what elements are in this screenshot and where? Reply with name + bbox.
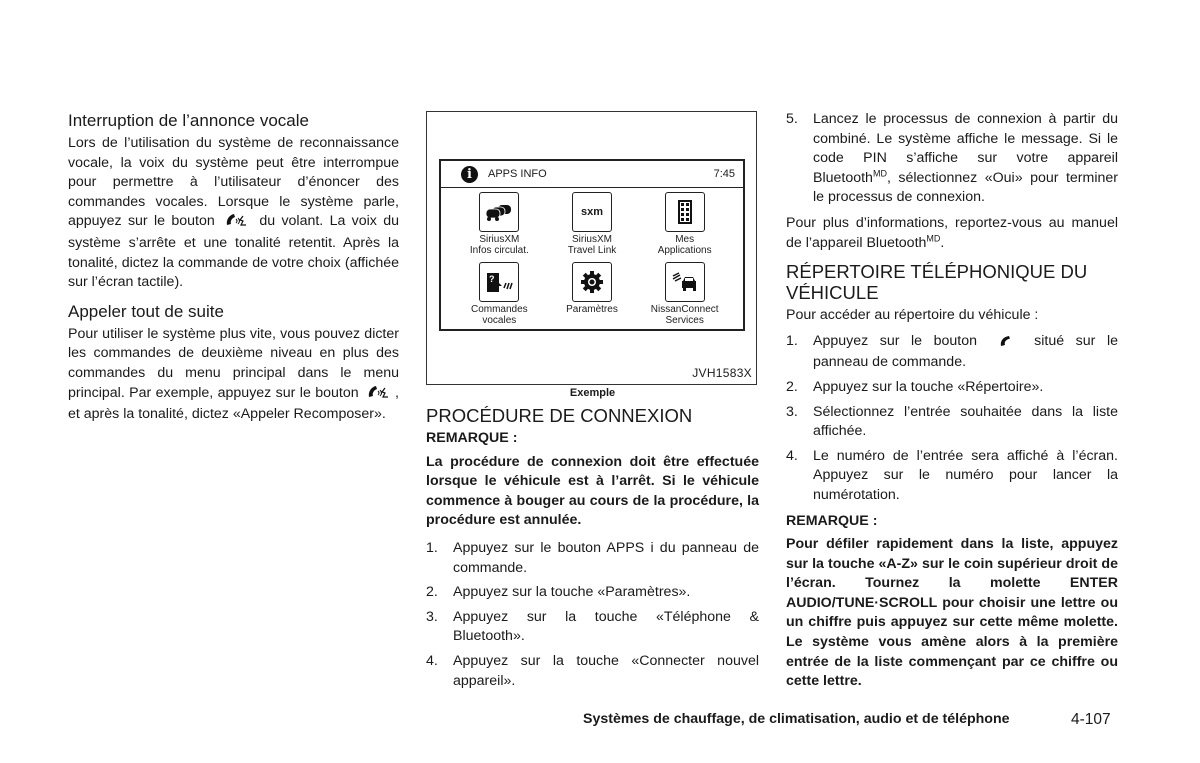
app-label: Commandes vocales xyxy=(470,304,528,326)
column-2 xyxy=(426,110,759,697)
voice-command-icon xyxy=(479,262,519,302)
list-item: 3. Appuyez sur la touche «Téléphone & Bluetooth». xyxy=(426,608,759,645)
phone-voice-icon xyxy=(367,385,391,406)
figure-caption: Exemple xyxy=(569,387,616,399)
apps-info-figure xyxy=(426,111,757,385)
remark-text: Pour défiler rapidement dans la liste, appuyez sur la touche «A-Z» sur le coin supérieur droit de l’écran. Tournez la molette ENTER AUDIO/TUNE·SCROLL pour choisir une lettre ou un chiffre puis appuyez sur cette même molette. Le système vous amène alors à la première entrée de la liste commençant par ce chiffre ou cette lettre. xyxy=(786,536,1118,690)
screen-title: APPS INFO xyxy=(488,168,547,180)
page-number: 4-107 xyxy=(1071,711,1111,728)
app-label: NissanConnect Services xyxy=(650,304,719,326)
app-nissanconnect-services[interactable] xyxy=(638,262,731,332)
svg-text:?: ? xyxy=(489,274,495,284)
traffic-cars-icon xyxy=(479,192,519,232)
figure-code: JVH1583X xyxy=(692,366,752,380)
app-label: Paramètres xyxy=(566,304,618,315)
app-label: SiriusXM Infos circulat. xyxy=(469,234,529,256)
text: du volant. La voix du système s’arrête et une tonalité retentit. Après la tonalité, dictez la commande de votre choix (affichée sur l’écran tactile). xyxy=(68,213,399,291)
app-settings[interactable] xyxy=(546,262,639,332)
phone-voice-icon xyxy=(225,213,249,234)
phonebook-steps xyxy=(786,332,1118,506)
list-item: 5. Lancez le processus de connexion à partir du combiné. Le système affiche le message. Si le code PIN s’affiche sur votre appareil Bluetooth$^{MD}$, sélectionnez «Oui» pour terminer le processus de connexion. xyxy=(786,111,1118,206)
section-heading-call-now: Appeler tout de suite xyxy=(68,301,224,321)
section-heading-phonebook: RÉPERTOIRE TÉLÉPHONIQUE DU VÉHICULE xyxy=(786,261,1088,304)
text: Lors de l’utilisation du système de reconnaissance vocale, la voix du système peut être interrompue pour permettre à l’utilisateur d’énoncer des commandes vocales. Lorsque le système parle, appuyez sur le bouton xyxy=(68,135,399,230)
remark-label: REMARQUE : xyxy=(426,430,518,446)
text: Pour utiliser le système plus vite, vous pouvez dicter les commandes de deuxième niveau en plus des commandes du menu principal dans le menu principal. Par exemple, appuyez sur le bouton xyxy=(68,325,399,401)
screen-clock: 7:45 xyxy=(713,168,735,180)
app-label: SiriusXM Travel Link xyxy=(567,234,617,256)
paragraph-call-now xyxy=(68,325,399,425)
screen-header xyxy=(441,161,743,188)
gear-icon xyxy=(572,262,612,302)
column-1 xyxy=(68,110,399,433)
phone-icon xyxy=(999,334,1013,354)
app-siriusxm-traffic[interactable] xyxy=(453,192,546,262)
phonebook-intro: Pour accéder au répertoire du véhicule : xyxy=(786,307,1039,324)
connection-steps xyxy=(426,539,759,691)
info-paragraph: Pour plus d’informations, reportez-vous au manuel de l’appareil Bluetooth$^{MD}$. xyxy=(786,214,1118,251)
connected-car-icon xyxy=(665,262,705,302)
text: , et après la tonalité, dictez «Appeler Recomposer». xyxy=(68,384,399,423)
app-voice-commands[interactable] xyxy=(453,262,546,332)
list-item: 1. Appuyez sur le bouton APPS i du panneau de commande. xyxy=(426,539,759,576)
apps-grid xyxy=(441,188,743,332)
list-item: 4. Le numéro de l’entrée sera affiché à l’écran. Appuyez sur le numéro pour lancer la numérotation. xyxy=(786,447,1118,503)
remark-text: La procédure de connexion doit être effectuée lorsque le véhicule est à l’arrêt. Si le véhicule commence à bouger au cours de la procédure, la procédure est annulée. xyxy=(426,453,759,529)
column-3 xyxy=(786,110,1118,700)
chapter-footer: Systèmes de chauffage, de climatisation, audio et de téléphone xyxy=(583,711,1010,727)
remark-label: REMARQUE : xyxy=(786,512,878,529)
section-heading-connection: PROCÉDURE DE CONNEXION xyxy=(426,405,693,426)
list-item: 4. Appuyez sur la touche «Connecter nouvel appareil». xyxy=(426,652,759,689)
list-item: 1. Appuyez sur le bouton situé sur le panneau de commande. xyxy=(786,332,1118,371)
app-siriusxm-travel-link[interactable] xyxy=(546,192,639,262)
paragraph-voice-interrupt xyxy=(68,134,399,293)
phone-apps-icon xyxy=(665,192,705,232)
list-item: 2. Appuyez sur la touche «Répertoire». xyxy=(786,378,1044,395)
list-item: 2. Appuyez sur la touche «Paramètres». xyxy=(426,584,691,601)
connection-steps-continued xyxy=(786,110,1118,208)
info-icon: i xyxy=(461,166,478,183)
section-heading-voice-interrupt: Interruption de l’annonce vocale xyxy=(68,111,309,130)
list-item: 3. Sélectionnez l’entrée souhaitée dans la liste affichée. xyxy=(786,403,1118,440)
apps-info-screen xyxy=(439,159,745,331)
app-label: Mes Applications xyxy=(657,234,712,256)
app-my-applications[interactable] xyxy=(638,192,731,262)
sxm-icon: sxm xyxy=(572,192,612,232)
